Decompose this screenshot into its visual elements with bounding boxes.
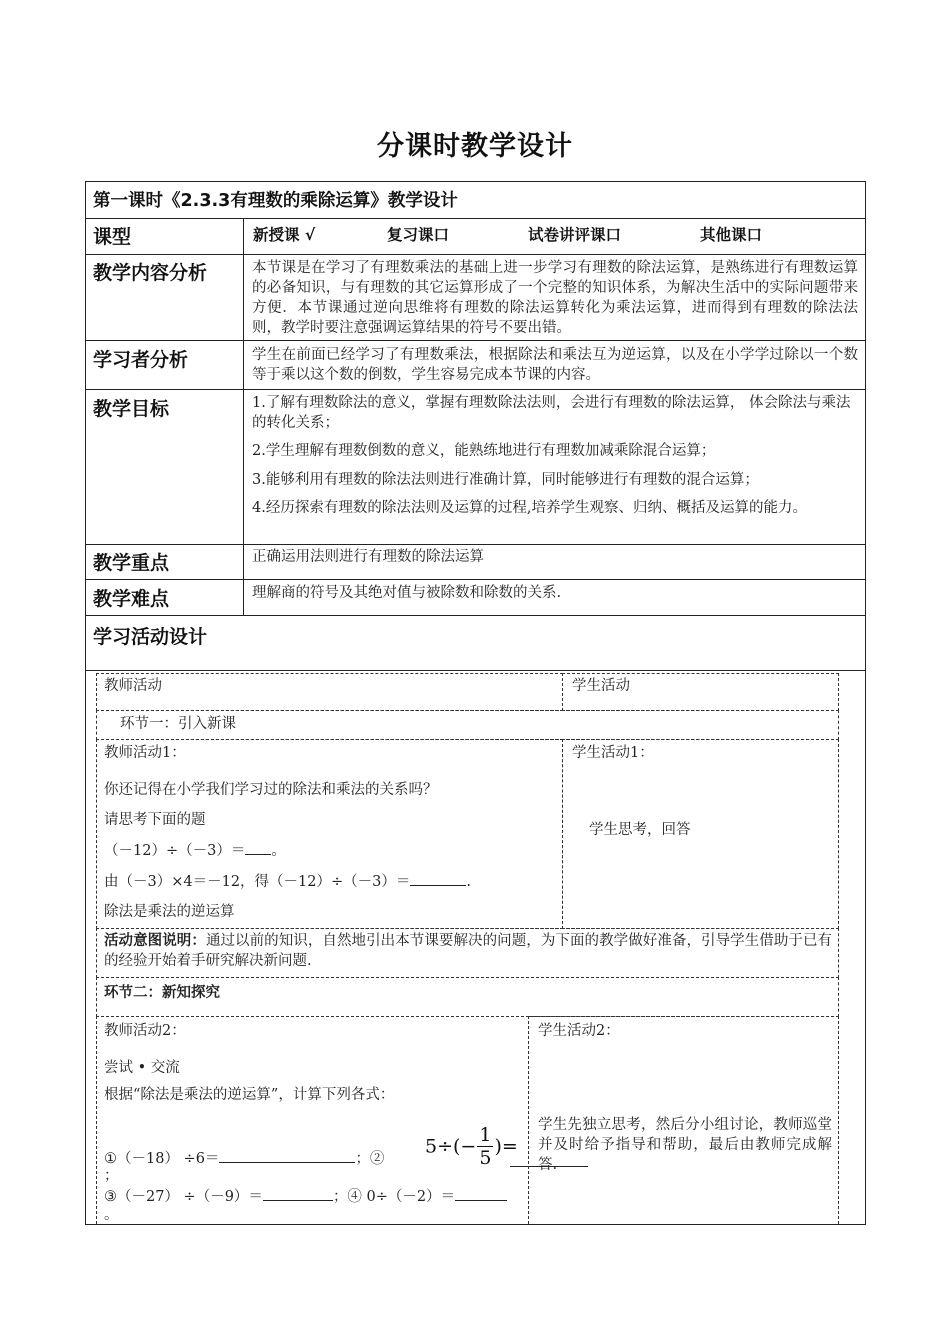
stage1-question: 你还记得在小学我们学习过的除法和乘法的关系吗？	[104, 782, 438, 798]
objective-item: 3.能够利用有理数的除法法则进行准确计算，同时能够进行有理数的混合运算；	[252, 472, 759, 488]
lesson-title: 第一课时《2.3.3有理数的乘除运算》教学设计	[93, 191, 458, 211]
fraction	[477, 1124, 493, 1169]
activity-design-label: 学习活动设计	[93, 626, 208, 648]
stage2-line2: 根据“除法是乘法的逆运算”，计算下列各式：	[104, 1087, 395, 1103]
stage1-title: 环节一：引入新课	[120, 716, 236, 732]
stage1-prompt: 请思考下面的题	[104, 812, 206, 828]
stage1-teacher-label: 教师活动1：	[104, 745, 186, 761]
stage1-conclusion: 除法是乘法的逆运算	[104, 904, 235, 920]
question-separator: ；④ 0÷（－2）＝	[332, 1189, 456, 1205]
objective-item: 4.经历探索有理数的除法法则及运算的过程,培养学生观察、归纳、概括及运算的能力。	[252, 500, 807, 516]
stage2-title: 环节二：新知探究	[104, 985, 220, 1001]
stage2-student-text: 学生先独立思考，然后分小组讨论，教师巡堂并及时给予指导和帮助，最后由教师完成解答.	[538, 1117, 832, 1173]
answer-blank[interactable]	[455, 1186, 507, 1201]
difficulty-text: 理解商的符号及其绝对值与被除数和除数的关系.	[252, 585, 562, 601]
col-divider	[243, 218, 244, 615]
stage2-student-label: 学生活动2：	[538, 1023, 620, 1039]
divider	[85, 670, 866, 671]
answer-blank[interactable]	[245, 840, 271, 855]
fraction-tail: )=	[494, 1135, 518, 1158]
option-new-lesson: 新授课 √	[253, 226, 316, 244]
intent-text: 通过以前的知识，自然地引出本节课要解决的问题，为下面的教学做好准备，引导学生借助于已有的经验开始着手研究解决新问题.	[104, 933, 833, 969]
stage2-teacher-label: 教师活动2：	[104, 1023, 186, 1039]
answer-blank[interactable]	[219, 1148, 355, 1163]
learner-analysis-label: 学习者分析	[93, 349, 189, 371]
question-1	[104, 1148, 384, 1169]
divider	[85, 389, 866, 390]
fraction-lead: 5÷(−	[425, 1135, 477, 1158]
teacher-header: 教师活动	[104, 678, 162, 694]
equation-text: 由（－3）×4＝－12，得（－12）÷（－3）＝	[104, 874, 411, 890]
student-header: 学生活动	[572, 678, 630, 694]
stage1-teacher-cell	[96, 739, 563, 929]
stage1-student-label: 学生活动1：	[572, 745, 654, 761]
difficulty-label: 教学难点	[93, 588, 170, 610]
objective-item: 1.了解有理数除法的意义，掌握有理数除法法则，会进行有理数的除法运算， 体会除法与乘法的转化关系；	[252, 395, 851, 431]
fraction-denominator: 5	[479, 1147, 492, 1169]
option-test-review: 试卷讲评课口	[528, 226, 622, 244]
question-3-4	[104, 1186, 507, 1207]
question-text: ③（－27） ÷（－9）＝	[104, 1189, 263, 1205]
teacher-header-cell	[96, 673, 563, 711]
fraction-numerator: 1	[479, 1124, 492, 1146]
equation-end: 。	[271, 843, 286, 859]
option-other: 其他课口	[700, 226, 763, 244]
stage1-equation-2	[104, 871, 471, 892]
stage2-line1: 尝试 • 交流	[104, 1060, 180, 1076]
intent-text-block	[104, 931, 832, 971]
course-type-label: 课型	[93, 226, 132, 248]
key-point-text: 正确运用法则进行有理数的除法运算	[252, 549, 484, 565]
equation-text: （－12）÷（－3）＝	[104, 843, 246, 859]
answer-blank[interactable]	[410, 871, 466, 886]
question-text: ①（－18） ÷6＝	[104, 1151, 220, 1167]
divider	[85, 340, 866, 341]
content-analysis-label: 教学内容分析	[93, 262, 208, 284]
question-separator: ；②	[355, 1151, 385, 1167]
option-review-lesson: 复习课口	[387, 226, 450, 244]
equation-end: .	[466, 874, 471, 890]
objective-item: 2.学生理解有理数倒数的意义，能熟练地进行有理数加减乘除混合运算；	[252, 443, 716, 459]
divider	[85, 218, 866, 219]
semicolon: ；	[104, 1168, 119, 1184]
divider	[85, 615, 866, 616]
key-point-label: 教学重点	[93, 552, 170, 574]
ending-mark: 。	[104, 1207, 119, 1223]
divider	[85, 579, 866, 580]
stage1-student-text: 学生思考，回答	[589, 822, 691, 838]
answer-blank[interactable]	[263, 1186, 333, 1201]
page-title: 分课时教学设计	[377, 131, 573, 162]
objectives-label: 教学目标	[93, 398, 170, 420]
intent-label: 活动意图说明：	[104, 933, 206, 949]
fraction-expression	[425, 1124, 518, 1169]
content-analysis-text: 本节课是在学习了有理数乘法的基础上进一步学习有理数的除法运算，是熟练进行有理数运算的必备知识，与有理数的其它运算形成了一个完整的知识体系，为解决生活中的实际问题带来方便．本节课通过逆向思维将有理数的除法运算转化为乘法运算，进而得到有理数的除法法则，教学时要注意强调运算结果的符号不要出错。	[252, 260, 858, 336]
stage1-equation-1	[104, 840, 286, 861]
divider	[85, 254, 866, 255]
divider	[85, 544, 866, 545]
learner-analysis-text: 学生在前面已经学习了有理数乘法，根据除法和乘法互为逆运算，以及在小学学过除以一个数等于乘以这个数的倒数，学生容易完成本节课的内容。	[252, 347, 858, 383]
